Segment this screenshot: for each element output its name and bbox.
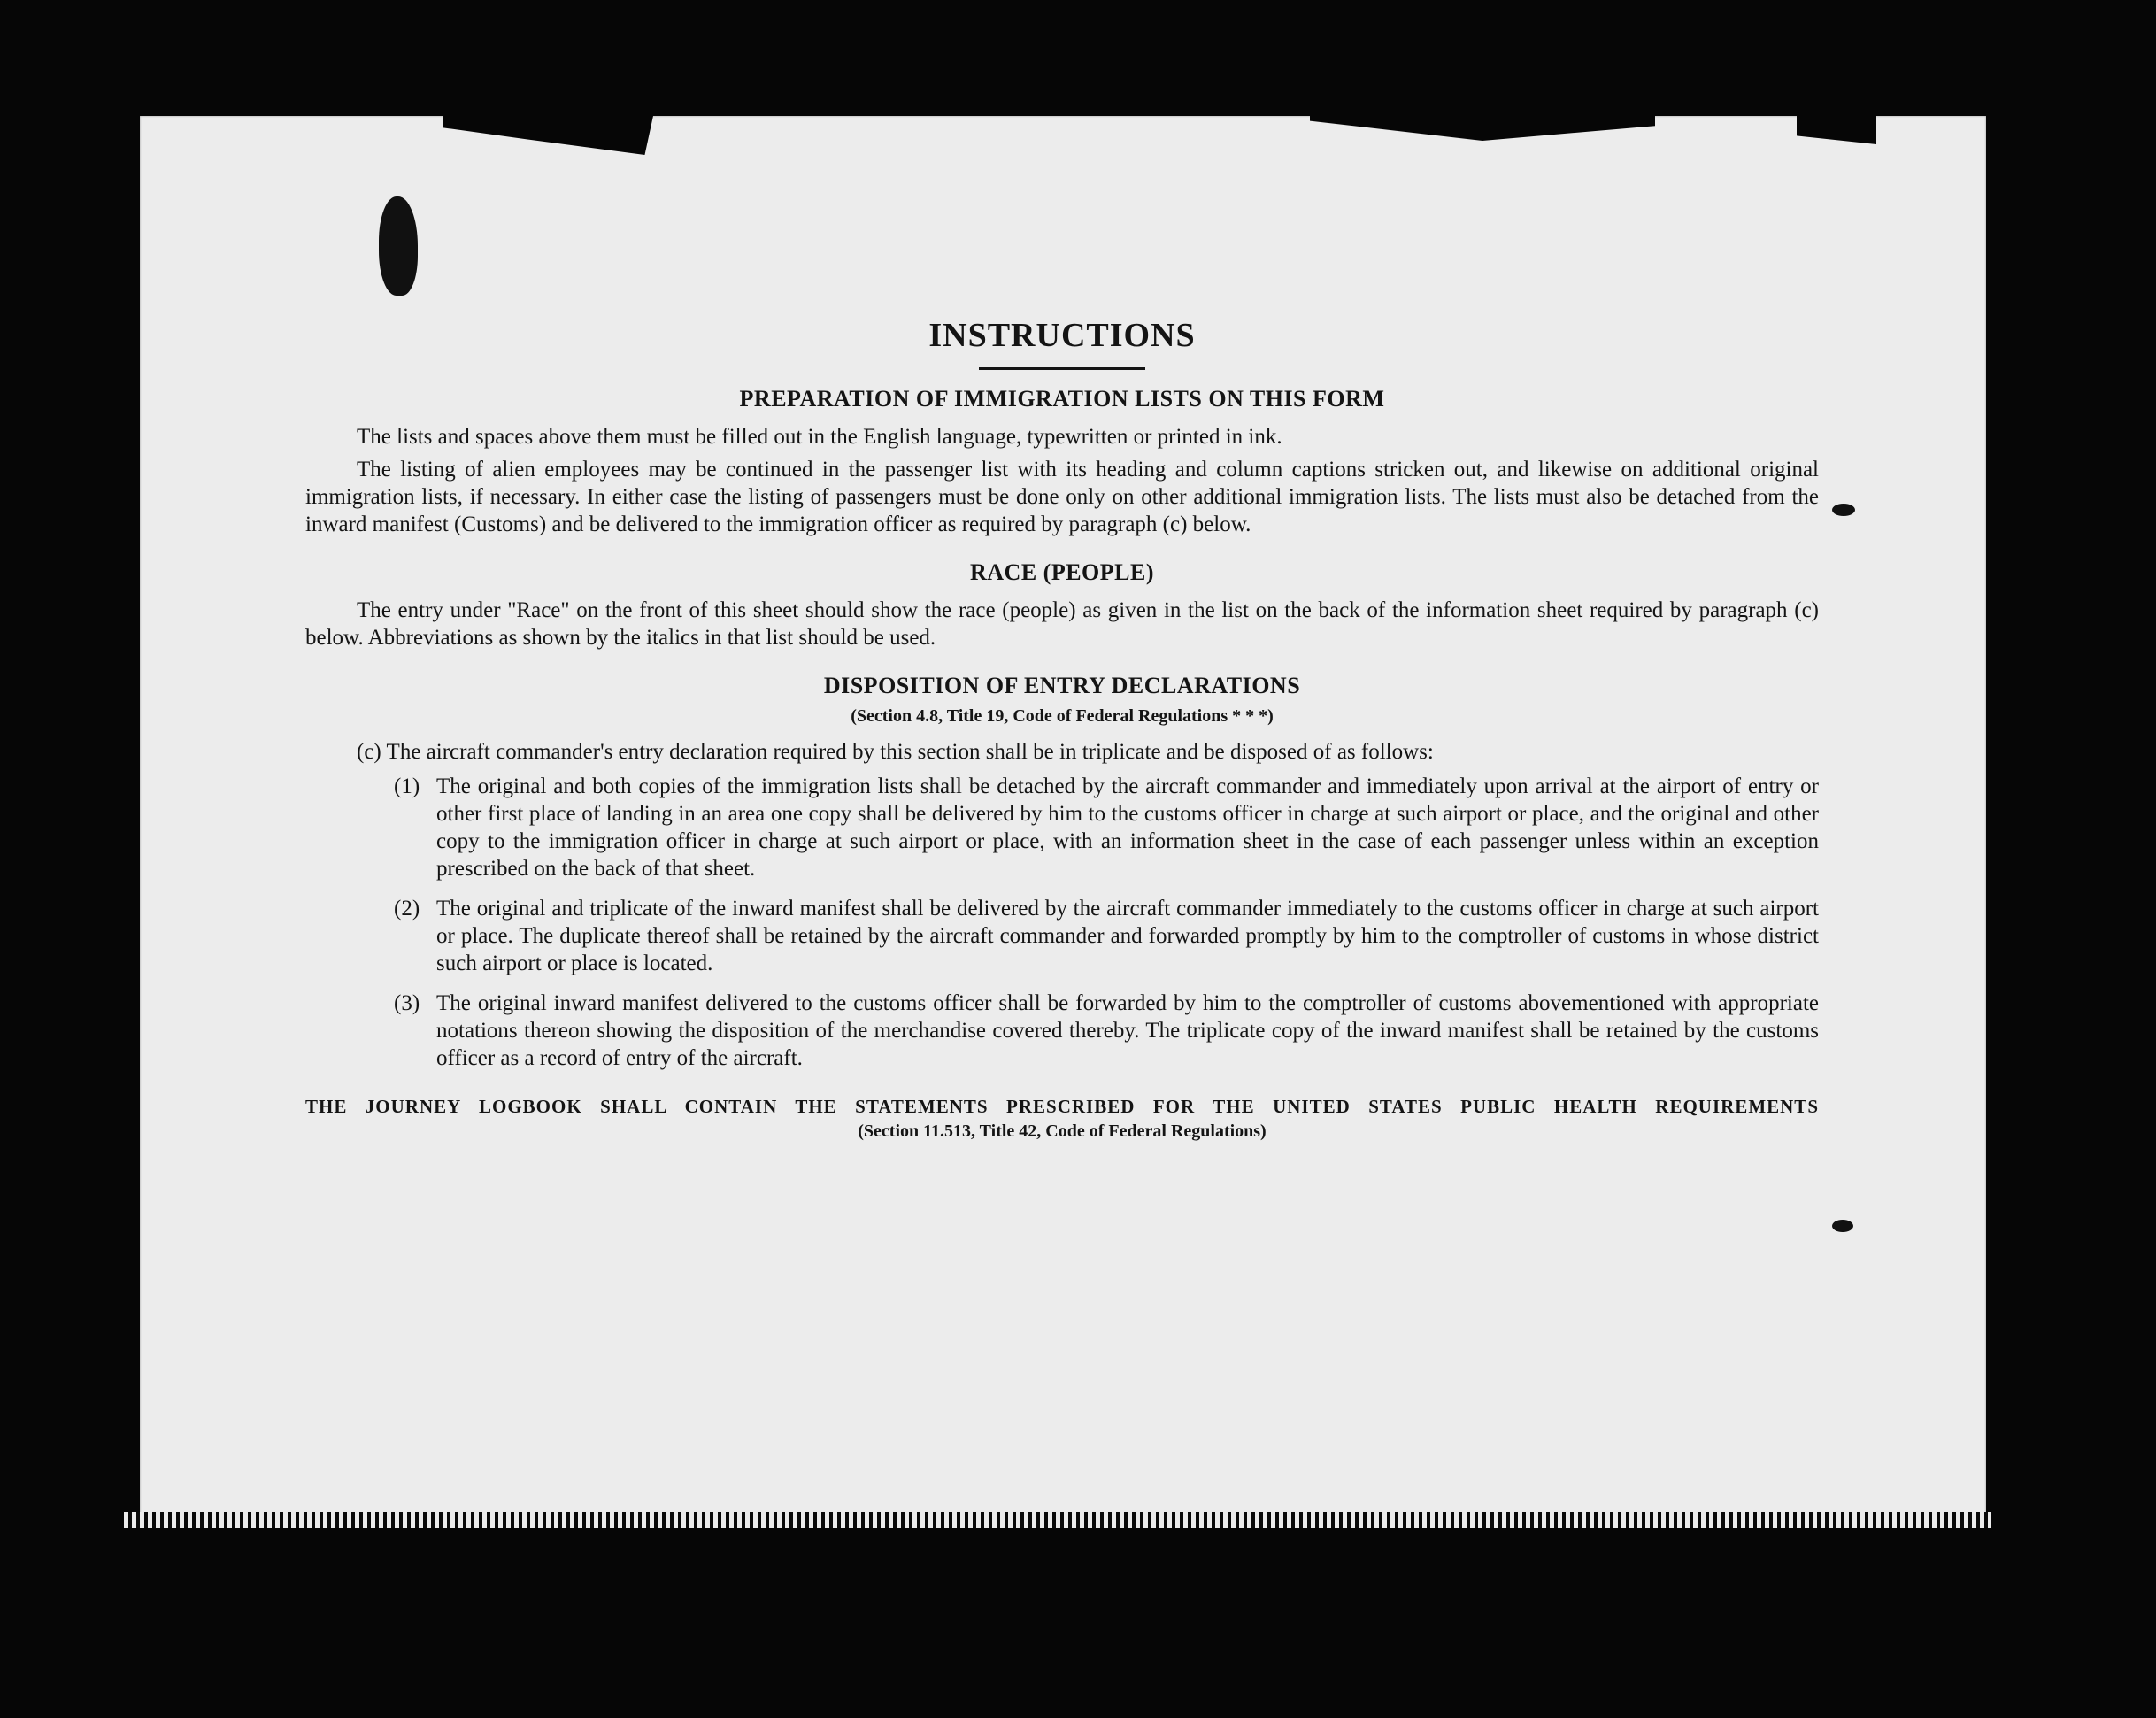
list-item bbox=[305, 773, 1819, 882]
section-heading-preparation: PREPARATION OF IMMIGRATION LISTS ON THIS FORM bbox=[739, 386, 1385, 412]
section-heading-race: RACE (PEOPLE) bbox=[970, 559, 1154, 585]
item-number: (2) bbox=[394, 897, 420, 921]
title-underline bbox=[979, 367, 1145, 370]
disposition-list bbox=[305, 773, 1819, 1072]
item-text: The original and triplicate of the inward manifest shall be delivered by the aircraft commander immediately to the customs officer in charge at such airport or place. The duplicate thereof shall be retained by the aircraft commander and forwarded promptly by him to the comptroller of customs in whose district such airport or place is located. bbox=[436, 897, 1819, 975]
item-text: The original inward manifest delivered to the customs officer shall be forwarded by him to the comptroller of customs abovementioned with appropriate notations thereon showing the disposition of the merchandise covered thereby. The triplicate copy of the inward manifest shall be retained by the customs officer as a record of entry of the aircraft. bbox=[436, 991, 1819, 1070]
paragraph: The listing of alien employees may be continued in the passenger list with its heading and column captions stricken out, and likewise on additional original immigration lists, if necessary. In either case the listing of passengers must be done only on other additional immigration lists. The lists must also be detached from the inward manifest (Customs) and be delivered to the immigration officer as required by paragraph (c) below. bbox=[305, 458, 1819, 536]
paragraph: The lists and spaces above them must be filled out in the English language, typewritten or printed in ink. bbox=[357, 425, 1282, 449]
perforated-edge bbox=[124, 1512, 1991, 1528]
ink-speck bbox=[1832, 504, 1855, 516]
instructions-document bbox=[305, 314, 1819, 1143]
page-title: INSTRUCTIONS bbox=[928, 317, 1196, 354]
ink-blot bbox=[379, 196, 418, 296]
section-heading-disposition: DISPOSITION OF ENTRY DECLARATIONS bbox=[823, 673, 1301, 698]
item-number: (1) bbox=[394, 774, 420, 798]
paragraph-c-intro: (c) The aircraft commander's entry declaration required by this section shall be in triplicate and be disposed of as follows: bbox=[357, 740, 1434, 764]
list-item bbox=[305, 895, 1819, 977]
health-requirements-statement: THE JOURNEY LOGBOOK SHALL CONTAIN THE STATEMENTS PRESCRIBED FOR THE UNITED STATES PUBLIC HEALTH REQUIREMENTS bbox=[305, 1096, 1819, 1117]
ink-speck bbox=[1832, 1220, 1853, 1232]
item-text: The original and both copies of the immigration lists shall be detached by the aircraft commander and immediately upon arrival at the airport of entry or other first place of landing in an area one copy shall be delivered by him to the customs officer in charge at such airport or place, and the original and other copy to the immigration officer in charge at such airport or place, with an information sheet in the case of each passenger unless within an exception prescribed on the back of that sheet. bbox=[436, 774, 1819, 881]
list-item bbox=[305, 990, 1819, 1072]
paragraph: The entry under "Race" on the front of this sheet should show the race (people) as given in the list on the back of the information sheet required by paragraph (c) below. Abbreviations as shown by the italics in that list should be used. bbox=[305, 598, 1819, 650]
health-regulation-reference: (Section 11.513, Title 42, Code of Federal Regulations) bbox=[858, 1121, 1267, 1141]
regulation-reference: (Section 4.8, Title 19, Code of Federal Regulations * * *) bbox=[851, 706, 1274, 726]
item-number: (3) bbox=[394, 991, 420, 1015]
